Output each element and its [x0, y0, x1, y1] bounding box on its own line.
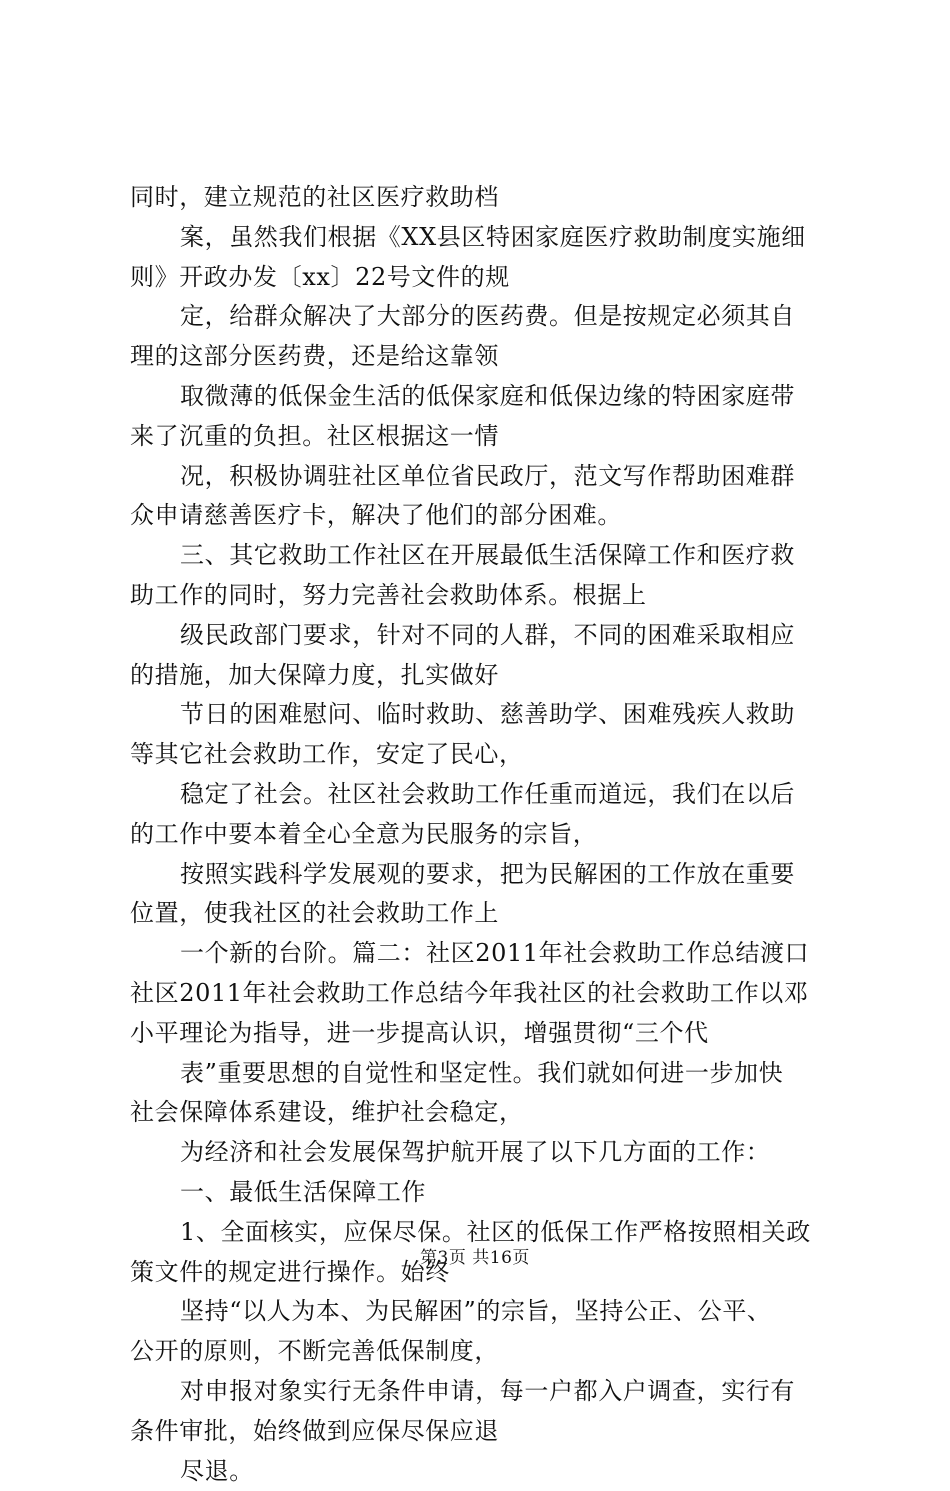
text-line: 小平理论为指导，进一步提高认识，增强贯彻“三个代 [130, 1014, 830, 1054]
text-line: 案，虽然我们根据《XX县区特困家庭医疗救助制度实施细 [130, 218, 830, 258]
text-line: 况，积极协调驻社区单位省民政厅，范文写作帮助困难群 [130, 457, 830, 497]
text-line: 众申请慈善医疗卡，解决了他们的部分困难。 [130, 496, 830, 536]
text-line: 定，给群众解决了大部分的医药费。但是按规定必须其自 [130, 297, 830, 337]
text-line: 为经济和社会发展保驾护航开展了以下几方面的工作： [130, 1133, 830, 1173]
text-line: 节日的困难慰问、临时救助、慈善助学、困难残疾人救助 [130, 695, 830, 735]
text-line: 尽退。 [130, 1452, 830, 1491]
text-line: 表”重要思想的自觉性和坚定性。我们就如何进一步加快 [130, 1054, 830, 1094]
text-line: 来了沉重的负担。社区根据这一情 [130, 417, 830, 457]
text-line: 位置，使我社区的社会救助工作上 [130, 894, 830, 934]
text-line: 社区2011年社会救助工作总结今年我社区的社会救助工作以邓 [130, 974, 830, 1014]
text-line: 对申报对象实行无条件申请，每一户都入户调查，实行有 [130, 1372, 830, 1412]
text-line: 策文件的规定进行操作。始终 [130, 1253, 830, 1293]
page-number-footer: 第3页 共16页 [0, 1243, 950, 1268]
text-line: 取微薄的低保金生活的低保家庭和低保边缘的特困家庭带 [130, 377, 830, 417]
text-line: 等其它社会救助工作，安定了民心， [130, 735, 830, 775]
text-line: 坚持“以人为本、为民解困”的宗旨，坚持公正、公平、 [130, 1292, 830, 1332]
text-line: 的措施，加大保障力度，扎实做好 [130, 656, 830, 696]
text-line: 级民政部门要求，针对不同的人群，不同的困难采取相应 [130, 616, 830, 656]
text-line: 稳定了社会。社区社会救助工作任重而道远，我们在以后 [130, 775, 830, 815]
text-line: 条件审批，始终做到应保尽保应退 [130, 1412, 830, 1452]
text-line: 三、其它救助工作社区在开展最低生活保障工作和医疗救 [130, 536, 830, 576]
text-line: 按照实践科学发展观的要求，把为民解困的工作放在重要 [130, 855, 830, 895]
text-line: 1、全面核实，应保尽保。社区的低保工作严格按照相关政 [130, 1213, 830, 1253]
document-body [130, 178, 830, 1491]
text-line: 理的这部分医药费，还是给这靠领 [130, 337, 830, 377]
text-line: 一个新的台阶。篇二：社区2011年社会救助工作总结渡口 [130, 934, 830, 974]
text-line: 则》开政办发〔xx〕22号文件的规 [130, 258, 830, 298]
text-line: 助工作的同时，努力完善社会救助体系。根据上 [130, 576, 830, 616]
text-line: 同时，建立规范的社区医疗救助档 [130, 178, 830, 218]
text-line: 的工作中要本着全心全意为民服务的宗旨， [130, 815, 830, 855]
text-line: 社会保障体系建设，维护社会稳定， [130, 1093, 830, 1133]
text-line: 一、最低生活保障工作 [130, 1173, 830, 1213]
text-line: 公开的原则，不断完善低保制度， [130, 1332, 830, 1372]
